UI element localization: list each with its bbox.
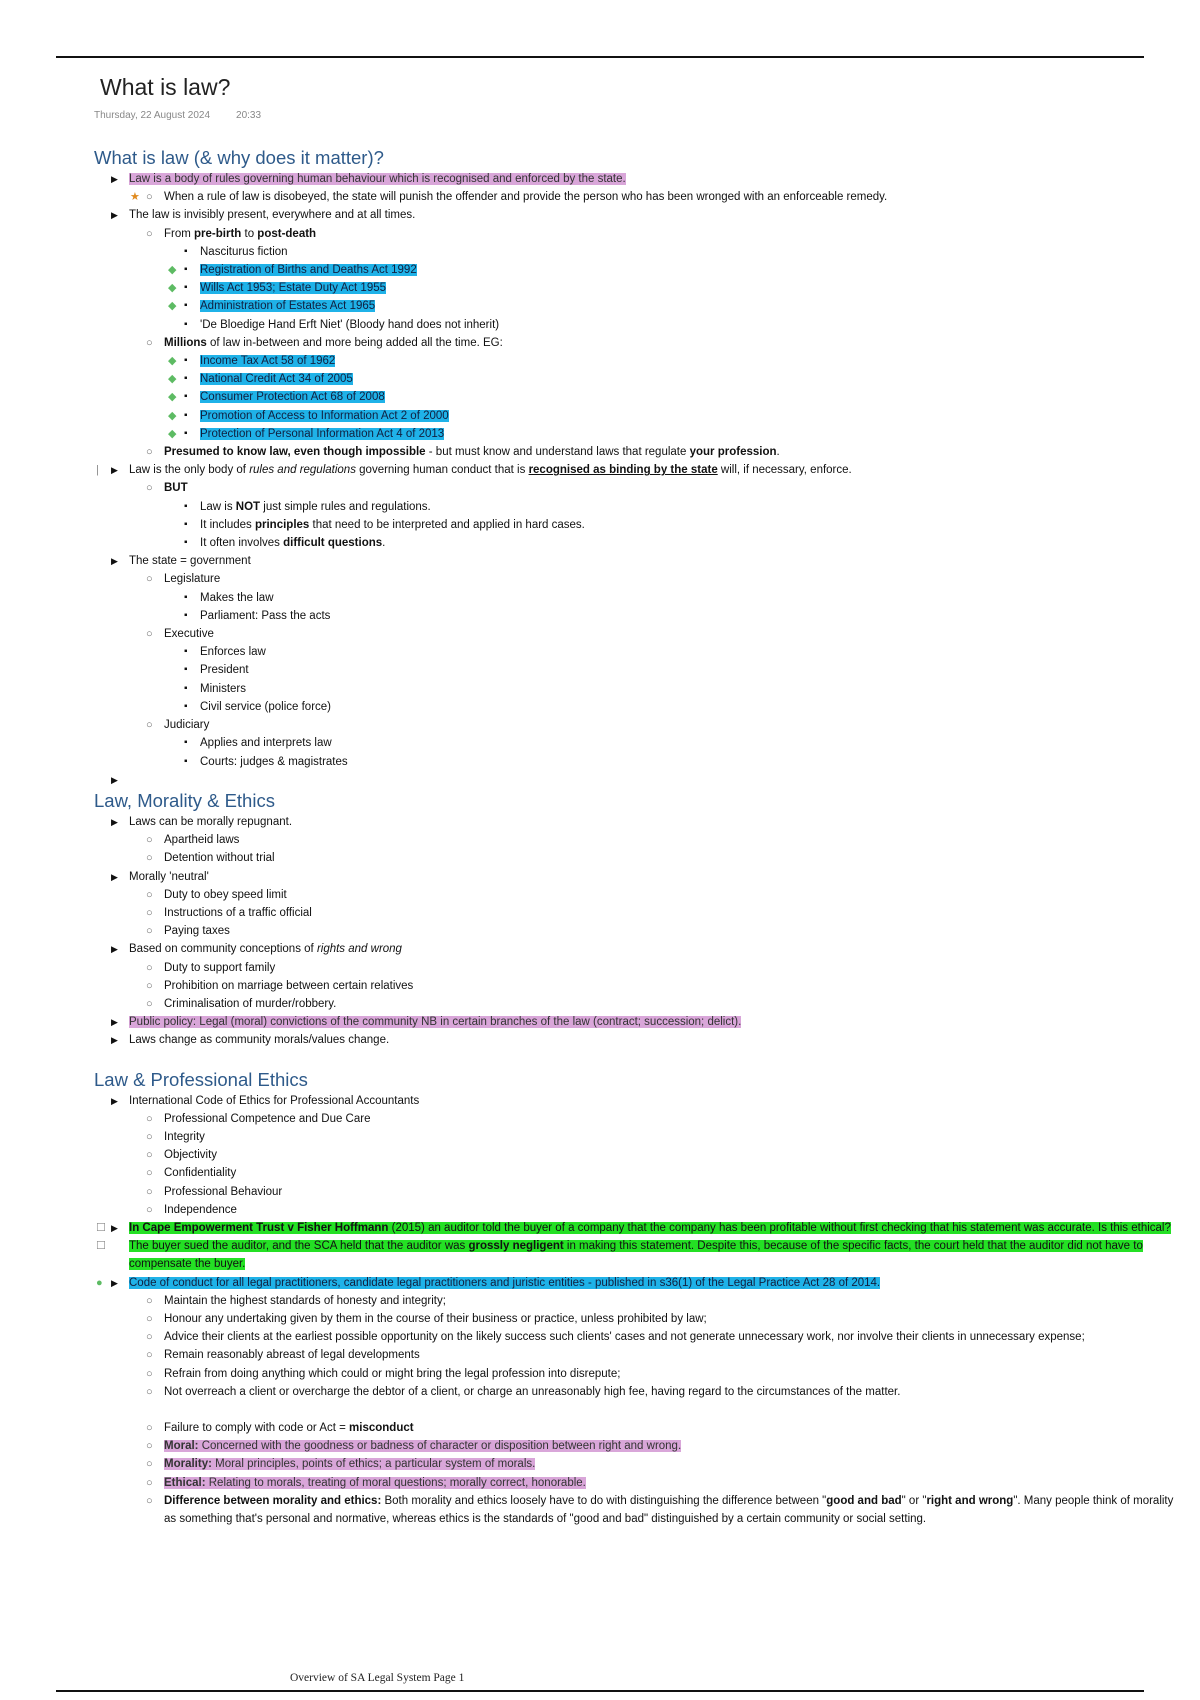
list-item: ▶ International Code of Ethics for Professional Accountants: [0, 1092, 1200, 1110]
list-item: ○ Executive: [0, 625, 1200, 643]
list-item: ○ Refrain from doing anything which could or might bring the legal profession into disrepute;: [0, 1365, 1200, 1383]
checkbox-icon[interactable]: ☐: [96, 1240, 106, 1253]
circle-bullet-icon: ○: [146, 1112, 153, 1125]
circle-bullet-icon: ○: [146, 1385, 153, 1398]
list-item: ◆ ▪ Promotion of Access to Information Act 2 of 2000: [0, 407, 1200, 425]
collapse-arrow-icon[interactable]: ▶: [111, 774, 118, 785]
section-heading: Law, Morality & Ethics: [94, 789, 275, 811]
page-time: 20:33: [236, 110, 262, 121]
checkbox-icon[interactable]: ☐: [96, 1221, 106, 1234]
square-bullet-icon: ▪: [184, 355, 188, 367]
diamond-icon: ◆: [168, 373, 177, 386]
list-item: ○ Apartheid laws: [0, 831, 1200, 849]
list-item: ○ Professional Competence and Due Care: [0, 1110, 1200, 1128]
list-item: ☐ The buyer sued the auditor, and the SCA held that the auditor was grossly negligent in making this statement. Despite this, because of the specific facts, the court held that the auditor did not have to compensate the buyer.: [0, 1237, 1200, 1273]
list-item: ▪ Applies and interprets law: [0, 734, 1200, 752]
diamond-icon: ◆: [168, 355, 177, 368]
circle-bullet-icon: ○: [146, 1367, 153, 1380]
list-item: ▶ Laws can be morally repugnant.: [0, 813, 1200, 831]
list-item: ○ Moral: Concerned with the goodness or badness of character or disposition between right and wrong.: [0, 1437, 1200, 1455]
collapse-arrow-icon[interactable]: ▶: [111, 1017, 118, 1028]
collapse-arrow-icon[interactable]: ▶: [111, 174, 118, 184]
circle-bullet-icon: ○: [146, 979, 153, 992]
collapse-arrow-icon[interactable]: ▶: [111, 1222, 118, 1233]
square-bullet-icon: ▪: [184, 373, 188, 385]
square-bullet-icon: ▪: [184, 318, 188, 330]
list-item: ○ Duty to obey speed limit: [0, 886, 1200, 904]
circle-bullet-icon: ○: [146, 1458, 153, 1471]
bottom-rule: [56, 1690, 1144, 1692]
list-item: ○ Advice their clients at the earliest possible opportunity on the likely success such clients' cases and not generate unnecessary work, nor involve their clients in unnecessary expense;: [0, 1328, 1200, 1346]
list-item: ○ Difference between morality and ethics: Both morality and ethics loosely have to do with distinguishing the difference between "good and bad" or "right and wrong". Many people think of morality as something that's personal and normative, whereas ethics is the standards of "good and bad" distinguished by a certain community or social setting.: [0, 1492, 1200, 1528]
section-heading: What is law (& why does it matter)?: [94, 147, 384, 168]
circle-bullet-icon: ○: [146, 1167, 153, 1180]
list-item: ▪ President: [0, 661, 1200, 679]
list-item: ○ Duty to support family: [0, 959, 1200, 977]
list-item: ◆ ▪ Protection of Personal Information Act 4 of 2013: [0, 425, 1200, 443]
list-item: ○ Remain reasonably abreast of legal developments: [0, 1346, 1200, 1364]
circle-bullet-icon: ○: [146, 834, 153, 847]
empty-list-item: [0, 771, 1200, 789]
page-date: Thursday, 22 August 2024: [94, 110, 211, 121]
square-bullet-icon: ▪: [184, 300, 188, 312]
list-item: ▪ Enforces law: [0, 643, 1200, 661]
square-bullet-icon: ▪: [184, 609, 188, 621]
page-footer: Overview of SA Legal System Page 1: [290, 1672, 465, 1684]
square-bullet-icon: ▪: [184, 500, 188, 512]
square-bullet-icon: ▪: [184, 537, 188, 549]
collapse-arrow-icon[interactable]: ▶: [111, 816, 118, 827]
list-item: ▶ Law is a body of rules governing human behaviour which is recognised and enforced by the state.: [0, 170, 1200, 188]
circle-bullet-icon: ○: [146, 1440, 153, 1453]
circle-bullet-icon: ○: [146, 573, 153, 586]
square-bullet-icon: ▪: [184, 245, 188, 257]
collapse-arrow-icon[interactable]: ▶: [111, 1277, 118, 1288]
list-item: ▶ The law is invisibly present, everywhere and at all times.: [0, 206, 1200, 224]
diamond-icon: ◆: [168, 391, 177, 404]
list-item: ○ Maintain the highest standards of honesty and integrity;: [0, 1292, 1200, 1310]
square-bullet-icon: ▪: [184, 646, 188, 658]
list-item: ▪ It includes principles that need to be interpreted and applied in hard cases.: [0, 516, 1200, 534]
list-item: ○ Judiciary: [0, 716, 1200, 734]
list-item: ○ Detention without trial: [0, 849, 1200, 867]
circle-bullet-icon: ○: [146, 191, 153, 204]
circle-bullet-icon: ○: [146, 1149, 153, 1162]
list-item: ○ Presumed to know law, even though impossible - but must know and understand laws that regulate your profession.: [0, 443, 1200, 461]
list-item: ▶ Laws change as community morals/values change.: [0, 1031, 1200, 1049]
list-item: ☐ ▶ In Cape Empowerment Trust v Fisher Hoffmann (2015) an auditor told the buyer of a company that the company has been profitable without first checking that his statement was accurate. Is this ethical?: [0, 1219, 1200, 1237]
square-bullet-icon: ▪: [184, 409, 188, 421]
circle-bullet-icon: ○: [146, 719, 153, 732]
square-bullet-icon: ▪: [184, 700, 188, 712]
circle-bullet-icon: ○: [146, 1203, 153, 1216]
square-bullet-icon: ▪: [184, 282, 188, 294]
list-item: ◆ ▪ Administration of Estates Act 1965: [0, 297, 1200, 315]
square-bullet-icon: ▪: [184, 682, 188, 694]
note-content: [0, 146, 1200, 1528]
circle-bullet-icon: ○: [146, 1476, 153, 1489]
page-title: What is law?: [100, 74, 231, 100]
section-heading: Law & Professional Ethics: [94, 1068, 308, 1090]
list-item: ▶ Morally 'neutral': [0, 868, 1200, 886]
list-item: ◆ ▪ Income Tax Act 58 of 1962: [0, 352, 1200, 370]
square-bullet-icon: ▪: [184, 664, 188, 676]
list-item: ▪ Nasciturus fiction: [0, 243, 1200, 261]
circle-bullet-icon: ○: [146, 1494, 153, 1507]
circle-bullet-icon: ○: [146, 628, 153, 641]
circle-bullet-icon: ○: [146, 1312, 153, 1325]
list-item: ▪ Parliament: Pass the acts: [0, 607, 1200, 625]
square-bullet-icon: ▪: [184, 737, 188, 749]
square-bullet-icon: ▪: [184, 427, 188, 439]
circle-bullet-icon: ○: [146, 336, 153, 349]
list-item: ○ Millions of law in-between and more being added all the time. EG:: [0, 334, 1200, 352]
list-item: ○ Prohibition on marriage between certain relatives: [0, 977, 1200, 995]
list-item: ▶ Public policy: Legal (moral) convictions of the community NB in certain branches of the law (contract; succession; delict).: [0, 1013, 1200, 1031]
list-item: ○ Paying taxes: [0, 922, 1200, 940]
list-item: ▶ The state = government: [0, 552, 1200, 570]
collapse-arrow-icon[interactable]: ▶: [111, 1095, 118, 1106]
list-item: ▪ Ministers: [0, 680, 1200, 698]
circle-bullet-icon: ○: [146, 1185, 153, 1198]
dot-icon: ●: [96, 1276, 103, 1289]
list-item: ● ▶ Code of conduct for all legal practitioners, candidate legal practitioners and juristic entities - published in s36(1) of the Legal Practice Act 28 of 2014.: [0, 1274, 1200, 1292]
page-meta: [94, 110, 287, 121]
collapse-arrow-icon[interactable]: ▶: [111, 465, 118, 476]
collapse-arrow-icon[interactable]: ▶: [111, 210, 118, 221]
circle-bullet-icon: ○: [146, 1294, 153, 1307]
list-item: ◆ ▪ Wills Act 1953; Estate Duty Act 1955: [0, 279, 1200, 297]
square-bullet-icon: ▪: [184, 591, 188, 603]
circle-bullet-icon: ○: [146, 888, 153, 901]
square-bullet-icon: ▪: [184, 264, 188, 276]
circle-bullet-icon: ○: [146, 446, 153, 459]
circle-bullet-icon: ○: [146, 1421, 153, 1434]
circle-bullet-icon: ○: [146, 1349, 153, 1362]
list-item: ◆ ▪ Consumer Protection Act 68 of 2008: [0, 388, 1200, 406]
collapse-arrow-icon[interactable]: ▶: [111, 1035, 118, 1046]
list-item: ▶ Based on community conceptions of rights and wrong: [0, 940, 1200, 958]
diamond-icon: ◆: [168, 264, 177, 277]
list-item: ▪ Civil service (police force): [0, 698, 1200, 716]
circle-bullet-icon: ○: [146, 906, 153, 919]
list-item: ○ Integrity: [0, 1128, 1200, 1146]
list-item: ○ Honour any undertaking given by them in the course of their business or practice, unless prohibited by law;: [0, 1310, 1200, 1328]
collapse-arrow-icon[interactable]: ▶: [111, 944, 118, 955]
square-bullet-icon: ▪: [184, 391, 188, 403]
circle-bullet-icon: ○: [146, 1331, 153, 1344]
diamond-icon: ◆: [168, 282, 177, 295]
list-item: ○ From pre-birth to post-death: [0, 225, 1200, 243]
list-item: ▪ Law is NOT just simple rules and regulations.: [0, 498, 1200, 516]
list-item: | ▶ Law is the only body of rules and regulations governing human conduct that is recognised as binding by the state will, if necessary, enforce.: [0, 461, 1200, 479]
square-bullet-icon: ▪: [184, 518, 188, 530]
list-item: ○ Criminalisation of murder/robbery.: [0, 995, 1200, 1013]
diamond-icon: ◆: [168, 427, 177, 440]
list-item: ▪ 'De Bloedige Hand Erft Niet' (Bloody hand does not inherit): [0, 316, 1200, 334]
circle-bullet-icon: ○: [146, 852, 153, 865]
list-item: ○ Instructions of a traffic official: [0, 904, 1200, 922]
circle-bullet-icon: ○: [146, 1130, 153, 1143]
circle-bullet-icon: ○: [146, 482, 153, 495]
list-item: ○ Legislature: [0, 570, 1200, 588]
list-item: ○ Failure to comply with code or Act = misconduct: [0, 1419, 1200, 1437]
diamond-icon: ◆: [168, 409, 177, 422]
star-icon: ★: [130, 191, 140, 204]
list-item: ○ Confidentiality: [0, 1164, 1200, 1182]
list-item: ◆ ▪ Registration of Births and Deaths Act 1992: [0, 261, 1200, 279]
list-item: ○ BUT: [0, 479, 1200, 497]
collapse-arrow-icon[interactable]: ▶: [111, 871, 118, 882]
list-item: ▪ Makes the law: [0, 589, 1200, 607]
circle-bullet-icon: ○: [146, 961, 153, 974]
circle-bullet-icon: ○: [146, 925, 153, 938]
list-item: ★ ○ When a rule of law is disobeyed, the state will punish the offender and provide the person who has been wronged with an enforceable remedy.: [0, 188, 1200, 206]
square-bullet-icon: ▪: [184, 755, 188, 767]
list-item: ○ Objectivity: [0, 1146, 1200, 1164]
list-item: ▪ It often involves difficult questions.: [0, 534, 1200, 552]
list-item: ○ Morality: Moral principles, points of ethics; a particular system of morals.: [0, 1455, 1200, 1473]
circle-bullet-icon: ○: [146, 227, 153, 240]
list-item: ○ Ethical: Relating to morals, treating of moral questions; morally correct, honorable.: [0, 1474, 1200, 1492]
list-item: ○ Not overreach a client or overcharge the debtor of a client, or charge an unreasonably high fee, having regard to the circumstances of the matter.: [0, 1383, 1200, 1401]
collapse-arrow-icon[interactable]: ▶: [111, 556, 118, 567]
bar-marker-icon: |: [96, 464, 99, 477]
circle-bullet-icon: ○: [146, 997, 153, 1010]
top-rule: [56, 56, 1144, 58]
list-item: ▪ Courts: judges & magistrates: [0, 753, 1200, 771]
spacer: [0, 1401, 1200, 1419]
diamond-icon: ◆: [168, 300, 177, 313]
list-item: ○ Professional Behaviour: [0, 1183, 1200, 1201]
list-item: ◆ ▪ National Credit Act 34 of 2005: [0, 370, 1200, 388]
list-item: ○ Independence: [0, 1201, 1200, 1219]
